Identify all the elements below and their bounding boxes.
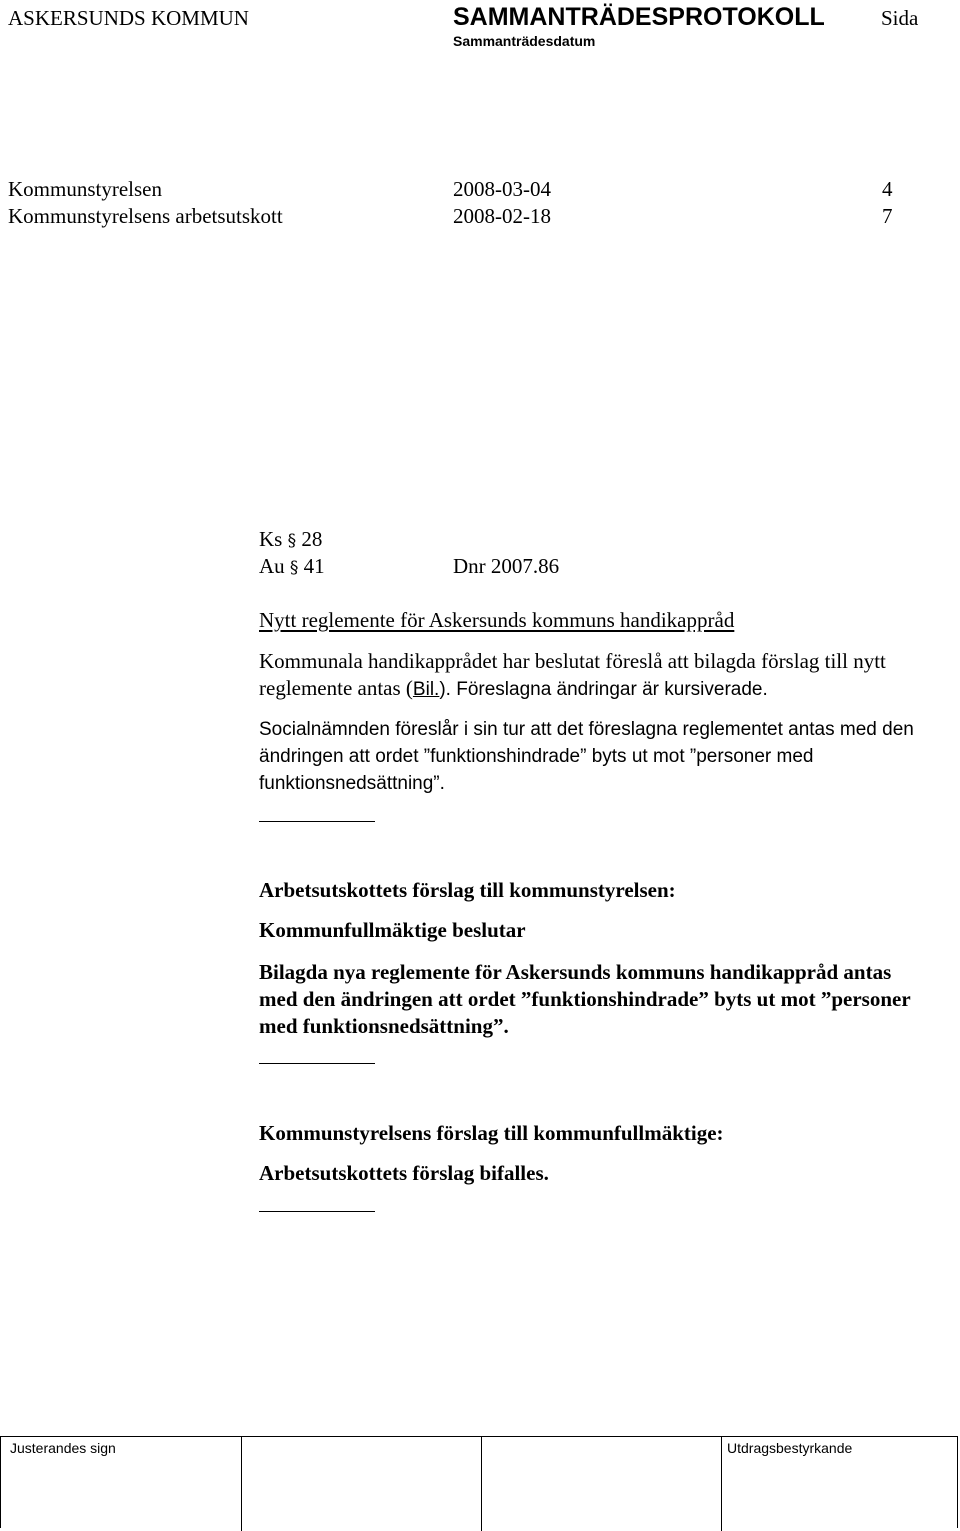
signature-cell (481, 1437, 722, 1531)
separator-line (259, 1063, 375, 1064)
meeting-date-label: Sammanträdesdatum (453, 33, 596, 49)
organization-name: ASKERSUNDS KOMMUN (8, 6, 249, 30)
paragraph-text: ). (439, 679, 457, 700)
separator-line (259, 1211, 375, 1212)
sign-label: Justerandes sign (10, 1440, 116, 1456)
extract-cell (721, 1437, 959, 1531)
au-reference (259, 554, 325, 579)
meeting-body: Kommunstyrelsens arbetsutskott (8, 204, 283, 228)
dnr-reference: Dnr 2007.86 (453, 554, 560, 578)
signature-cell (241, 1437, 482, 1531)
au-label: Au (259, 554, 285, 578)
signature-footer (0, 1436, 958, 1528)
decision-intro: Kommunfullmäktige beslutar (259, 918, 526, 942)
changes-note: Föreslagna ändringar är kursiverade. (456, 679, 768, 700)
meeting-body: Kommunstyrelsen (8, 177, 162, 201)
ks-number: 28 (301, 527, 323, 551)
page-number: 4 (882, 177, 893, 201)
paragraph-text: Kommunala handikapprådet har beslutat föreslå att bilagda förslag till nytt reglemente antas ( (259, 649, 886, 700)
paragraph-background (259, 648, 939, 703)
document-type: SAMMANTRÄDESPROTOKOLL (453, 3, 825, 31)
extract-label: Utdragsbestyrkande (727, 1440, 853, 1456)
signature-cell (1, 1437, 242, 1531)
attachment-link[interactable]: Bil. (412, 679, 440, 700)
au-number: 41 (303, 554, 325, 578)
meeting-date: 2008-02-18 (453, 204, 551, 228)
page-number: 7 (882, 204, 893, 228)
ks-proposal-heading: Kommunstyrelsens förslag till kommunfullmäktige: (259, 1121, 724, 1145)
au-proposal-heading: Arbetsutskottets förslag till kommunstyrelsen: (259, 878, 676, 902)
decision-text: Bilagda nya reglemente för Askersunds kommuns handikappråd antas med den ändringen att ordet ”funktionshindrade” byts ut mot ”personer med funktionsnedsättning”. (259, 960, 911, 1038)
page-label: Sida (881, 6, 919, 30)
case-title: Nytt reglemente för Askersunds kommuns handikappråd (259, 608, 735, 632)
social-board-proposal: Socialnämnden föreslår i sin tur att det föreslagna reglementet antas med den ändringen att ordet ”funktionshindrade” byts ut mot ”personer med funktionsnedsättning”. (259, 719, 914, 794)
section-symbol: § (287, 531, 297, 551)
separator-line (259, 821, 375, 822)
ks-reference (259, 527, 322, 552)
ks-proposal-text: Arbetsutskottets förslag bifalles. (259, 1161, 549, 1185)
ks-label: Ks (259, 527, 283, 551)
section-symbol: § (289, 558, 299, 578)
meeting-date: 2008-03-04 (453, 177, 551, 201)
